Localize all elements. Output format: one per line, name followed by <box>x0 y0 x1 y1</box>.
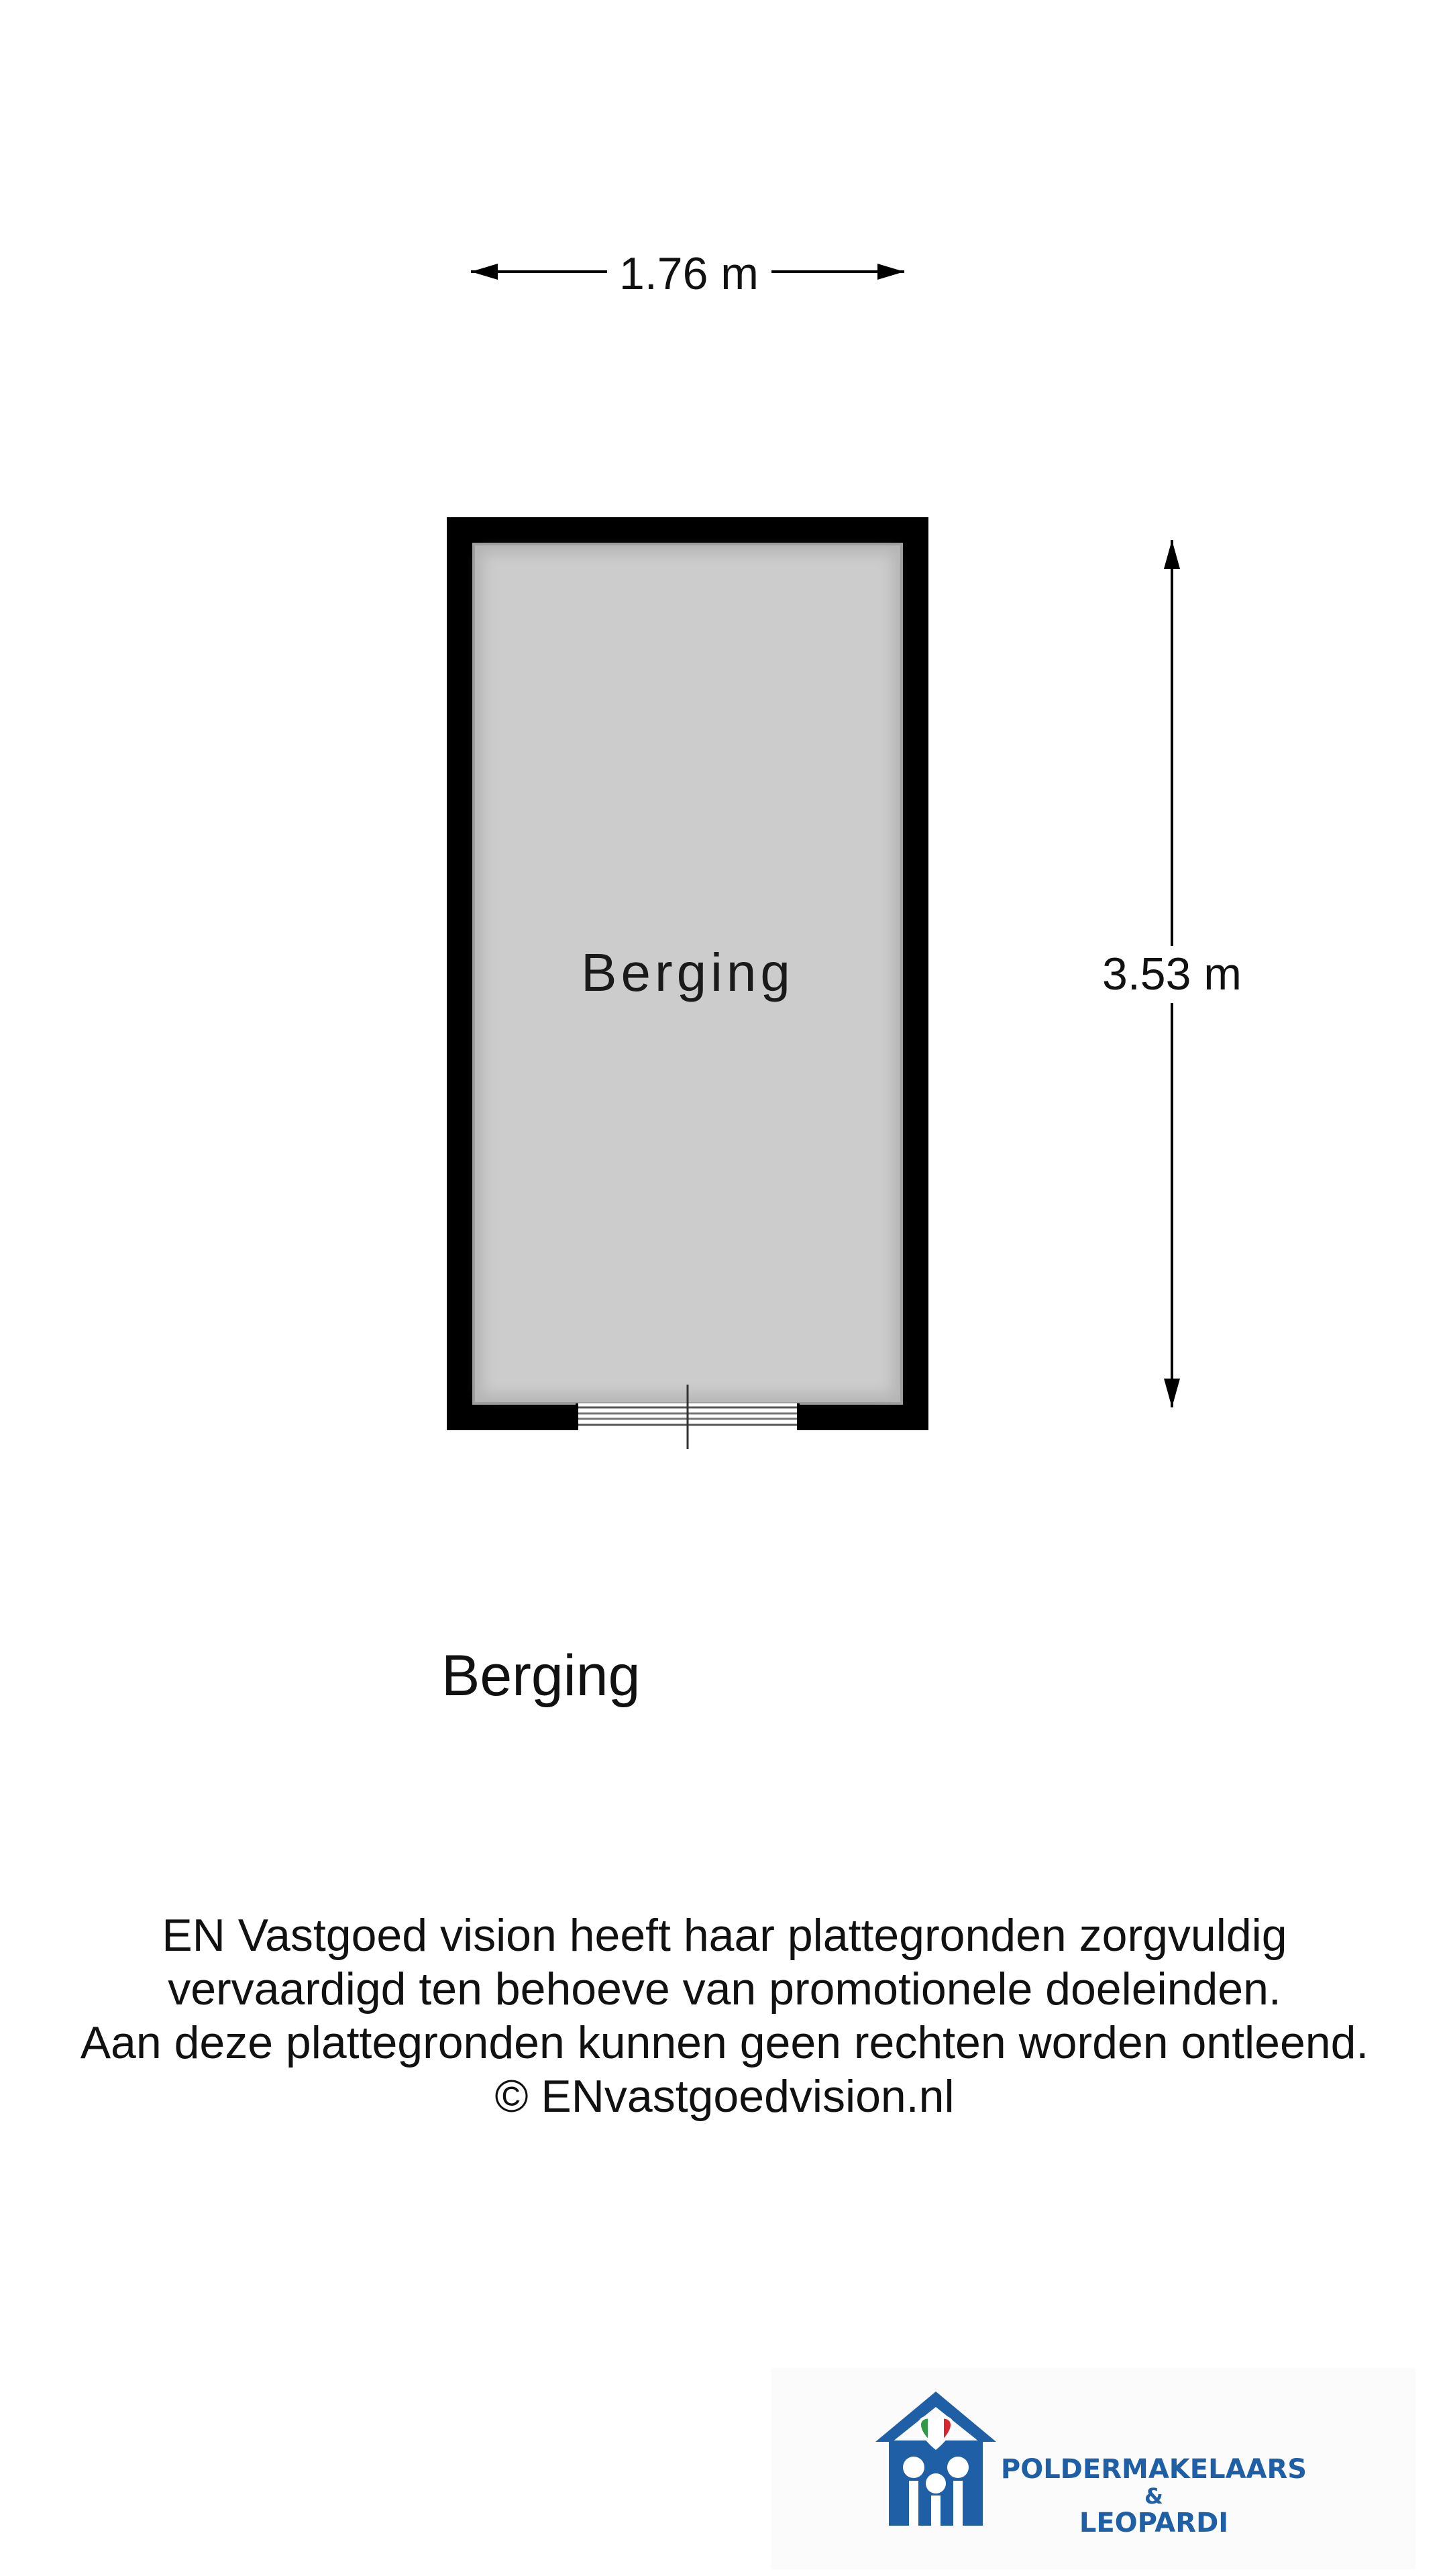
house-heart-people-icon <box>872 2388 1000 2529</box>
arrow-up-icon <box>1164 540 1180 569</box>
arrow-down-icon <box>1164 1379 1180 1407</box>
arrow-left-icon <box>471 264 498 280</box>
floor-title: Berging <box>441 1644 641 1708</box>
company-logo <box>771 2368 1415 2569</box>
logo-text-line2: & <box>1144 2483 1163 2509</box>
logo-text-line3: LEOPARDI <box>1079 2508 1229 2538</box>
logo-text-line1: POLDERMAKELAARS <box>1000 2454 1307 2485</box>
width-dimension-label: 1.76 m <box>619 248 759 299</box>
copyright-line: © ENvastgoedvision.nl <box>494 2071 955 2122</box>
disclaimer-text <box>0 1909 1449 2123</box>
disclaimer-line: Aan deze plattegronden kunnen geen rechten worden ontleend. <box>80 2017 1369 2068</box>
room-name-label: Berging <box>581 943 794 1002</box>
disclaimer-line: EN Vastgoed vision heeft haar plattegronden zorgvuldig <box>162 1910 1287 1961</box>
height-dimension-label: 3.53 m <box>1102 949 1242 1000</box>
disclaimer-line: vervaardigd ten behoeve van promotionele doeleinden. <box>168 1964 1281 2015</box>
arrow-right-icon <box>877 264 904 280</box>
